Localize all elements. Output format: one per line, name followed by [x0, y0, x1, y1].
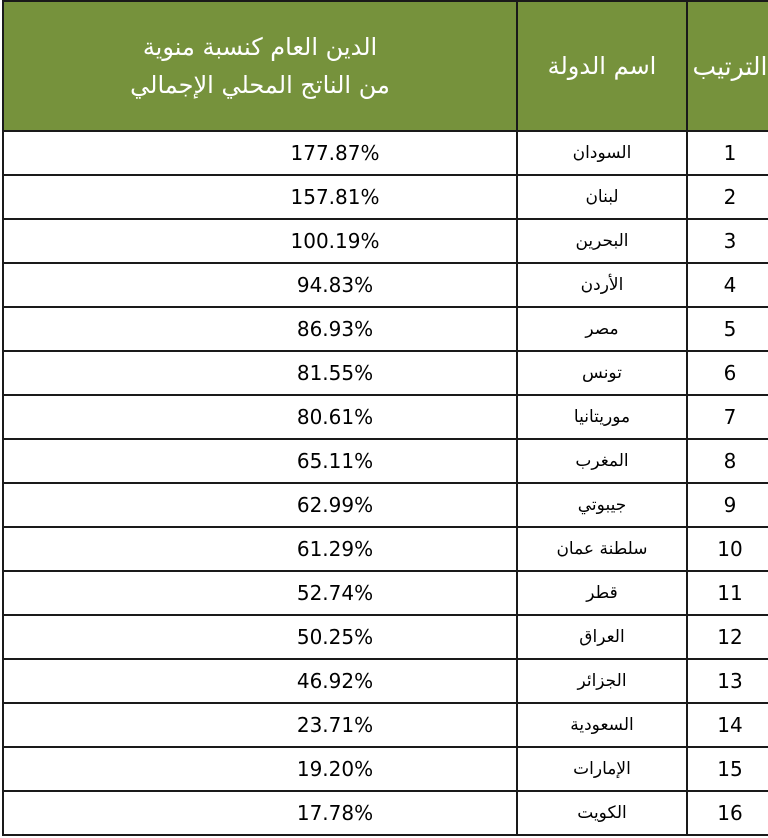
country-cell: الجزائر — [517, 659, 687, 703]
debt-cell: 17.78% — [3, 791, 517, 835]
table-row — [3, 263, 768, 307]
rank-cell: 6 — [687, 351, 768, 395]
table-row — [3, 307, 768, 351]
header-country: اسم الدولة — [517, 1, 687, 131]
country-cell: مصر — [517, 307, 687, 351]
rank-cell: 11 — [687, 571, 768, 615]
debt-cell: 86.93% — [3, 307, 517, 351]
table-row — [3, 351, 768, 395]
table-header — [3, 1, 768, 131]
rank-cell: 7 — [687, 395, 768, 439]
rank-cell: 16 — [687, 791, 768, 835]
debt-cell: 62.99% — [3, 483, 517, 527]
header-row — [3, 1, 768, 131]
rank-cell: 13 — [687, 659, 768, 703]
header-debt-line1: الدين العام كنسبة منوية — [142, 33, 378, 61]
header-debt — [3, 1, 517, 131]
debt-cell: 177.87% — [3, 131, 517, 175]
debt-cell: 65.11% — [3, 439, 517, 483]
country-cell: سلطنة عمان — [517, 527, 687, 571]
rank-cell: 3 — [687, 219, 768, 263]
country-cell: الأردن — [517, 263, 687, 307]
table-body — [3, 131, 768, 835]
debt-cell: 61.29% — [3, 527, 517, 571]
table-row — [3, 395, 768, 439]
country-cell: موريتانيا — [517, 395, 687, 439]
table-row — [3, 703, 768, 747]
debt-cell: 50.25% — [3, 615, 517, 659]
header-debt-line2: من الناتج المحلي الإجمالي — [130, 71, 390, 99]
country-cell: الكويت — [517, 791, 687, 835]
rank-cell: 1 — [687, 131, 768, 175]
table-row — [3, 747, 768, 791]
rank-cell: 4 — [687, 263, 768, 307]
debt-cell: 23.71% — [3, 703, 517, 747]
debt-cell: 81.55% — [3, 351, 517, 395]
header-rank: الترتيب — [687, 1, 768, 131]
debt-cell: 157.81% — [3, 175, 517, 219]
table-row — [3, 571, 768, 615]
country-cell: السعودية — [517, 703, 687, 747]
rank-cell: 10 — [687, 527, 768, 571]
rank-cell: 9 — [687, 483, 768, 527]
table-row — [3, 615, 768, 659]
table-row — [3, 659, 768, 703]
debt-cell: 52.74% — [3, 571, 517, 615]
table-row — [3, 219, 768, 263]
country-cell: المغرب — [517, 439, 687, 483]
country-cell: قطر — [517, 571, 687, 615]
country-cell: تونس — [517, 351, 687, 395]
country-cell: جيبوتي — [517, 483, 687, 527]
rank-cell: 12 — [687, 615, 768, 659]
rank-cell: 5 — [687, 307, 768, 351]
table-row — [3, 527, 768, 571]
country-cell: لبنان — [517, 175, 687, 219]
country-cell: السودان — [517, 131, 687, 175]
debt-cell: 80.61% — [3, 395, 517, 439]
country-cell: العراق — [517, 615, 687, 659]
table-row — [3, 483, 768, 527]
debt-cell: 100.19% — [3, 219, 517, 263]
country-cell: البحرين — [517, 219, 687, 263]
debt-cell: 19.20% — [3, 747, 517, 791]
table-row — [3, 131, 768, 175]
rank-cell: 15 — [687, 747, 768, 791]
table-row — [3, 791, 768, 835]
rank-cell: 14 — [687, 703, 768, 747]
debt-cell: 46.92% — [3, 659, 517, 703]
table-row — [3, 175, 768, 219]
country-cell: الإمارات — [517, 747, 687, 791]
debt-ranking-table — [2, 0, 768, 836]
rank-cell: 2 — [687, 175, 768, 219]
debt-cell: 94.83% — [3, 263, 517, 307]
rank-cell: 8 — [687, 439, 768, 483]
table-row — [3, 439, 768, 483]
